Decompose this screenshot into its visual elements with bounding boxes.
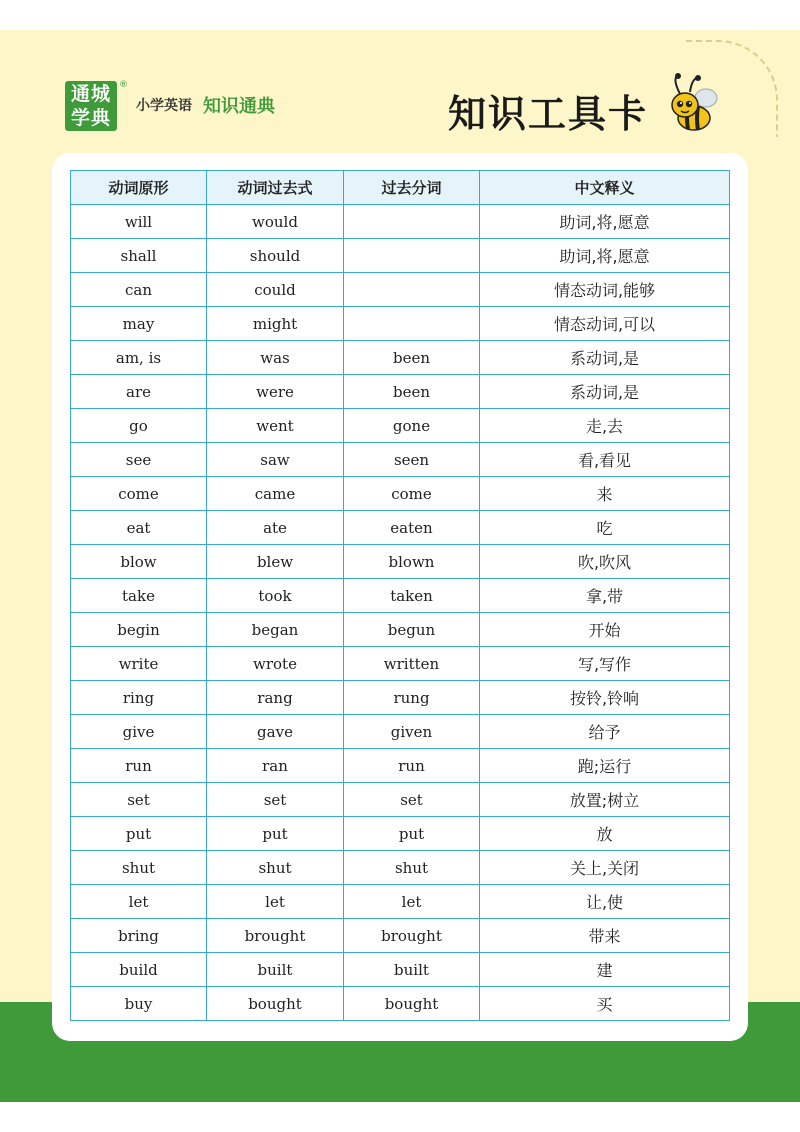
table-body	[71, 205, 730, 1021]
cell-past-participle: gone	[344, 409, 480, 443]
cell-base-form: shall	[71, 239, 207, 273]
cell-base-form: write	[71, 647, 207, 681]
cell-chinese-meaning: 来	[480, 477, 730, 511]
cell-chinese-meaning: 放置;树立	[480, 783, 730, 817]
cell-past-participle: run	[344, 749, 480, 783]
cell-past-participle: let	[344, 885, 480, 919]
cell-past-participle: shut	[344, 851, 480, 885]
table-row	[71, 273, 730, 307]
cell-past-tense: ate	[207, 511, 344, 545]
header-base-form: 动词原形	[71, 171, 207, 205]
cell-past-tense: saw	[207, 443, 344, 477]
cell-past-tense: blew	[207, 545, 344, 579]
cell-base-form: eat	[71, 511, 207, 545]
cell-past-participle: bought	[344, 987, 480, 1021]
header-chinese-meaning: 中文释义	[480, 171, 730, 205]
cell-base-form: may	[71, 307, 207, 341]
cell-past-participle: come	[344, 477, 480, 511]
cell-past-participle: taken	[344, 579, 480, 613]
bee-icon	[666, 72, 722, 136]
cell-past-participle: brought	[344, 919, 480, 953]
cell-chinese-meaning: 建	[480, 953, 730, 987]
cell-past-tense: was	[207, 341, 344, 375]
table-row	[71, 409, 730, 443]
cell-past-participle	[344, 239, 480, 273]
cell-base-form: give	[71, 715, 207, 749]
cell-past-participle	[344, 205, 480, 239]
table-row	[71, 987, 730, 1021]
cell-past-tense: rang	[207, 681, 344, 715]
cell-chinese-meaning: 带来	[480, 919, 730, 953]
cell-base-form: am, is	[71, 341, 207, 375]
table-row	[71, 885, 730, 919]
registered-mark: ®	[119, 80, 128, 90]
table-row	[71, 307, 730, 341]
cell-chinese-meaning: 放	[480, 817, 730, 851]
cell-chinese-meaning: 写,写作	[480, 647, 730, 681]
cell-chinese-meaning: 让,使	[480, 885, 730, 919]
cell-base-form: set	[71, 783, 207, 817]
cell-past-tense: shut	[207, 851, 344, 885]
header-past-tense: 动词过去式	[207, 171, 344, 205]
cell-chinese-meaning: 跑;运行	[480, 749, 730, 783]
cell-base-form: begin	[71, 613, 207, 647]
table-row	[71, 239, 730, 273]
cell-past-participle: put	[344, 817, 480, 851]
cell-chinese-meaning: 给予	[480, 715, 730, 749]
cell-chinese-meaning: 情态动词,可以	[480, 307, 730, 341]
cell-base-form: bring	[71, 919, 207, 953]
cell-base-form: blow	[71, 545, 207, 579]
cell-chinese-meaning: 情态动词,能够	[480, 273, 730, 307]
cell-past-tense: took	[207, 579, 344, 613]
table-row	[71, 953, 730, 987]
cell-base-form: run	[71, 749, 207, 783]
cell-past-participle	[344, 273, 480, 307]
cell-past-tense: set	[207, 783, 344, 817]
cell-chinese-meaning: 买	[480, 987, 730, 1021]
table-row	[71, 817, 730, 851]
cell-past-participle: been	[344, 375, 480, 409]
cell-past-tense: should	[207, 239, 344, 273]
cell-past-participle: set	[344, 783, 480, 817]
table-row	[71, 919, 730, 953]
cell-past-tense: might	[207, 307, 344, 341]
cell-past-tense: ran	[207, 749, 344, 783]
table-row	[71, 341, 730, 375]
cell-past-participle: blown	[344, 545, 480, 579]
cell-past-participle	[344, 307, 480, 341]
cell-chinese-meaning: 开始	[480, 613, 730, 647]
cell-past-tense: were	[207, 375, 344, 409]
cell-past-participle: seen	[344, 443, 480, 477]
cell-past-participle: been	[344, 341, 480, 375]
cell-base-form: ring	[71, 681, 207, 715]
table-row	[71, 375, 730, 409]
table-row	[71, 715, 730, 749]
cell-past-participle: eaten	[344, 511, 480, 545]
cell-base-form: build	[71, 953, 207, 987]
cell-past-tense: bought	[207, 987, 344, 1021]
logo-line-2: 学典	[70, 107, 111, 129]
cell-base-form: will	[71, 205, 207, 239]
cell-past-participle: begun	[344, 613, 480, 647]
verb-forms-table	[70, 170, 730, 1021]
cell-chinese-meaning: 吃	[480, 511, 730, 545]
table-header-row	[71, 171, 730, 205]
cell-past-participle: written	[344, 647, 480, 681]
cell-base-form: see	[71, 443, 207, 477]
cell-chinese-meaning: 系动词,是	[480, 341, 730, 375]
cell-base-form: put	[71, 817, 207, 851]
cell-base-form: take	[71, 579, 207, 613]
cell-chinese-meaning: 关上,关闭	[480, 851, 730, 885]
cell-past-participle: built	[344, 953, 480, 987]
table-row	[71, 511, 730, 545]
cell-past-tense: built	[207, 953, 344, 987]
cell-chinese-meaning: 看,看见	[480, 443, 730, 477]
cell-chinese-meaning: 助词,将,愿意	[480, 239, 730, 273]
cell-chinese-meaning: 拿,带	[480, 579, 730, 613]
cell-past-tense: went	[207, 409, 344, 443]
cell-past-tense: came	[207, 477, 344, 511]
table-row	[71, 477, 730, 511]
cell-base-form: can	[71, 273, 207, 307]
cell-base-form: buy	[71, 987, 207, 1021]
table-row	[71, 545, 730, 579]
brand-name: 知识通典	[203, 96, 275, 117]
table-row	[71, 647, 730, 681]
brand-subtitle: 小学英语	[136, 98, 192, 114]
cell-past-participle: rung	[344, 681, 480, 715]
table-row	[71, 613, 730, 647]
table-row	[71, 749, 730, 783]
cell-past-tense: gave	[207, 715, 344, 749]
cell-past-tense: began	[207, 613, 344, 647]
cell-past-tense: brought	[207, 919, 344, 953]
table-row	[71, 783, 730, 817]
bottom-margin	[0, 1102, 800, 1132]
cell-base-form: come	[71, 477, 207, 511]
table-row	[71, 443, 730, 477]
cell-chinese-meaning: 吹,吹风	[480, 545, 730, 579]
cell-base-form: go	[71, 409, 207, 443]
header-past-participle: 过去分词	[344, 171, 480, 205]
table-row	[71, 681, 730, 715]
cell-chinese-meaning: 按铃,铃响	[480, 681, 730, 715]
cell-chinese-meaning: 系动词,是	[480, 375, 730, 409]
cell-past-participle: given	[344, 715, 480, 749]
cell-past-tense: could	[207, 273, 344, 307]
cell-past-tense: would	[207, 205, 344, 239]
table-row	[71, 205, 730, 239]
cell-base-form: shut	[71, 851, 207, 885]
cell-base-form: are	[71, 375, 207, 409]
cell-past-tense: let	[207, 885, 344, 919]
cell-past-tense: put	[207, 817, 344, 851]
table-row	[71, 851, 730, 885]
publisher-logo	[65, 81, 117, 131]
table-row	[71, 579, 730, 613]
cell-chinese-meaning: 助词,将,愿意	[480, 205, 730, 239]
cell-past-tense: wrote	[207, 647, 344, 681]
logo-line-1: 通城	[70, 83, 111, 105]
cell-base-form: let	[71, 885, 207, 919]
cell-chinese-meaning: 走,去	[480, 409, 730, 443]
page-title: 知识工具卡	[448, 92, 649, 136]
